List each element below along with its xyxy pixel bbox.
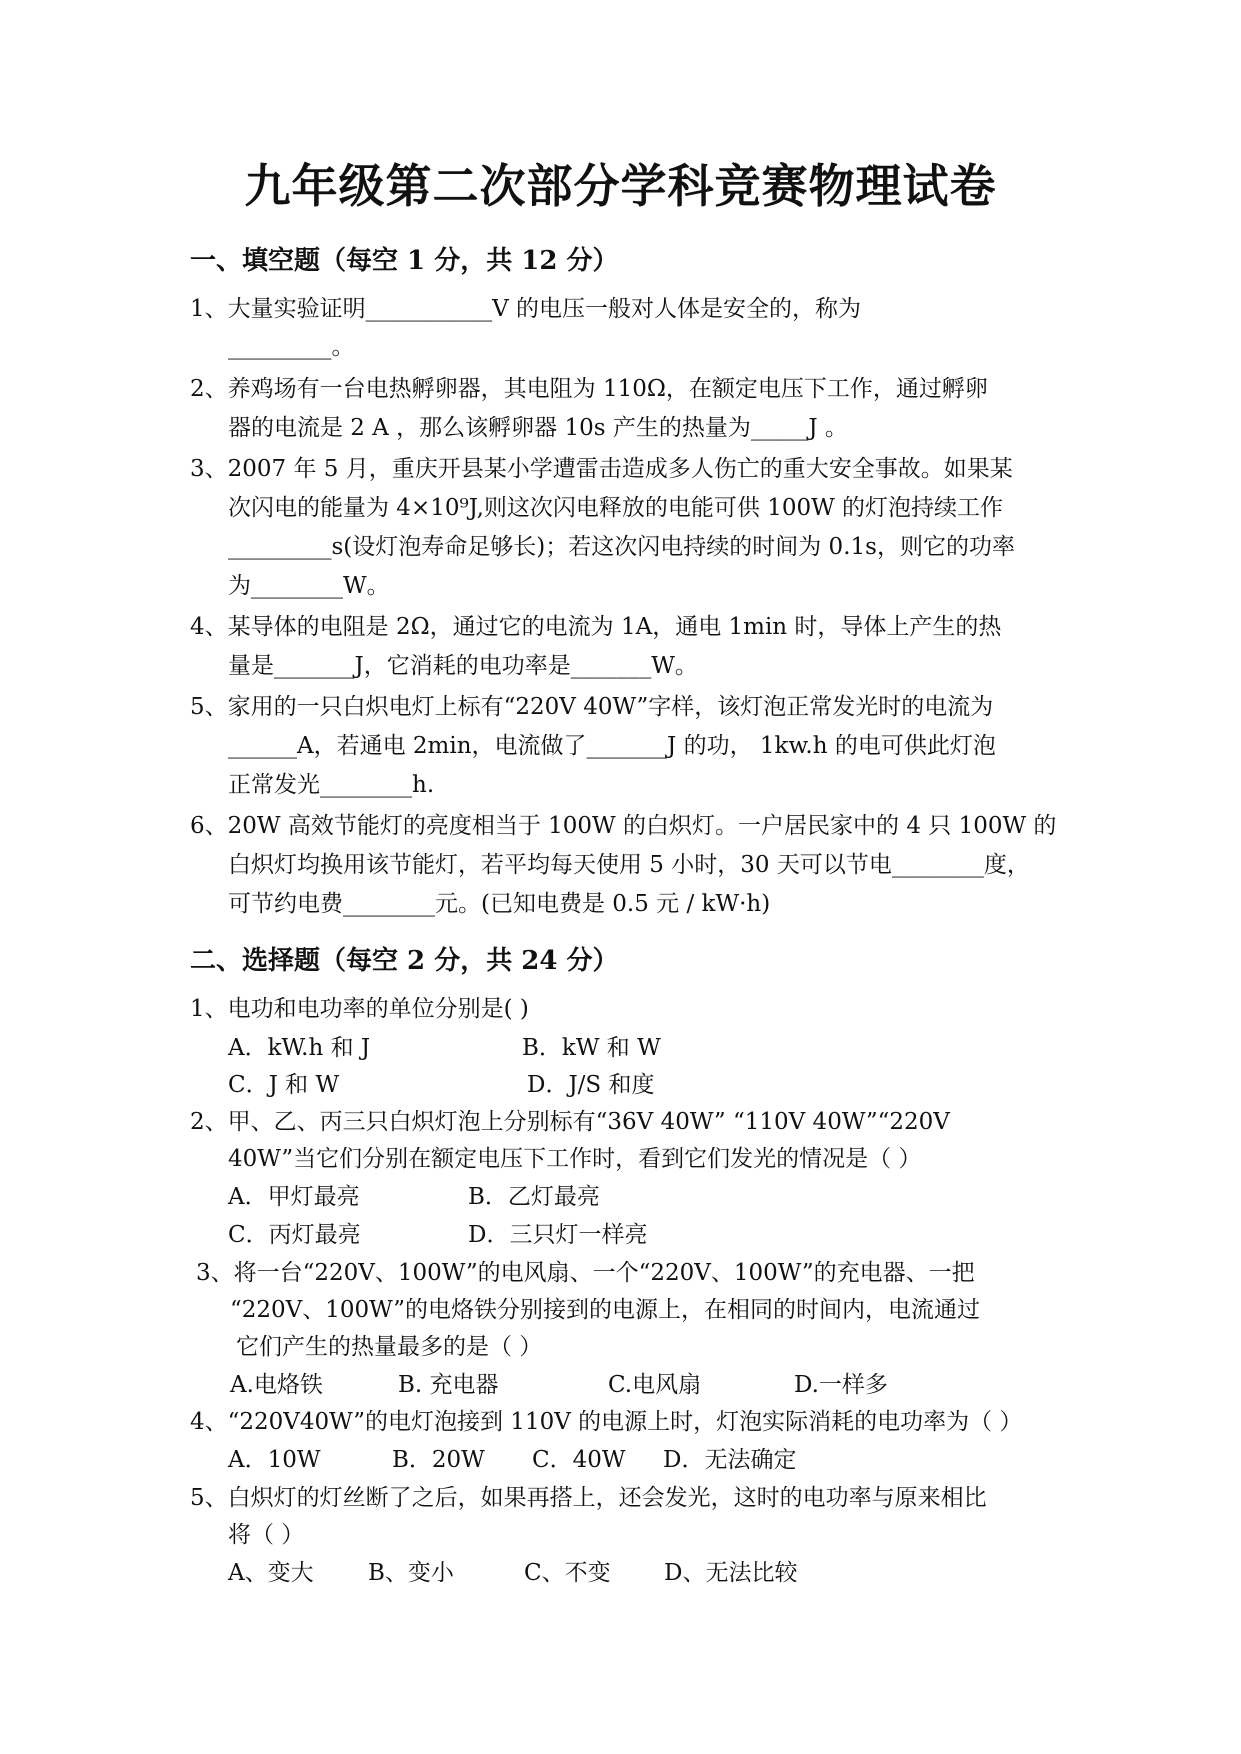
question-line: “220V、100W”的电烙铁分别接到的电源上，在相同的时间内，电流通过 [230,1297,980,1323]
question-line: 5、白炽灯的灯丝断了之后，如果再搭上，还会发光，这时的电功率与原来相比 [190,1485,987,1511]
question-line: 正常发光________h. [228,772,435,798]
question-line: 白炽灯均换用该节能灯，若平均每天使用 5 小时，30 天可以节电________度， [228,852,1030,878]
choice-option: D.一样多 [794,1372,888,1398]
choice-option: C．40W [532,1447,626,1473]
question-line: 器的电流是 2 A ，那么该孵卵器 10s 产生的热量为_____J 。 [228,415,848,441]
choice-option: B．20W [392,1447,485,1473]
choice-option: B．乙灯最亮 [468,1184,600,1210]
question-line: 1、大量实验证明___________V 的电压一般对人体是安全的，称为 [190,296,862,322]
question-line: 2、养鸡场有一台电热孵卵器，其电阻为 110Ω，在额定电压下工作，通过孵卵 [190,376,988,402]
choice-option: C.电风扇 [608,1372,702,1398]
question-line: 它们产生的热量最多的是（ ） [236,1334,543,1360]
question-line: _________。 [228,334,355,360]
choice-option: D．无法确定 [663,1447,797,1473]
choice-option: D．三只灯一样亮 [468,1222,648,1248]
question-line: _________s(设灯泡寿命足够长)；若这次闪电持续的时间为 0.1s，则它的功率 [228,534,1015,560]
choice-option: A.电烙铁 [230,1372,323,1398]
choice-option: A．kW.h 和 J [228,1035,371,1061]
question-line: 将（ ） [228,1522,305,1548]
question-line: 3、将一台“220V、100W”的电风扇、一个“220V、100W”的充电器、一把 [196,1260,975,1286]
choice-option: D．J/S 和度 [527,1072,655,1098]
choice-option: C．丙灯最亮 [228,1222,361,1248]
choice-option: A、变大 [228,1560,314,1586]
choice-option: B．kW 和 W [522,1035,661,1061]
choice-option: A．甲灯最亮 [228,1184,360,1210]
question-line: 5、家用的一只白炽电灯上标有“220V 40W”字样，该灯泡正常发光时的电流为 [190,694,994,720]
question-line: 为________W。 [228,573,390,599]
choice-option: A．10W [228,1447,321,1473]
question-line: 可节约电费________元。(已知电费是 0.5 元 / kW·h) [228,891,771,917]
question-line: 2、甲、乙、丙三只白炽灯泡上分别标有“36V 40W” “110V 40W”“220V [190,1109,950,1135]
choice-option: D、无法比较 [664,1560,798,1586]
question-line: 次闪电的能量为 4×10⁹J,则这次闪电释放的电能可供 100W 的灯泡持续工作 [228,495,1004,521]
question-line: 40W”当它们分别在额定电压下工作时，看到它们发光的情况是（ ） [228,1146,922,1172]
question-line: 4、某导体的电阻是 2Ω，通过它的电流为 1A，通电 1min 时，导体上产生的热 [190,614,1002,640]
question-line: 量是_______J，它消耗的电功率是_______W。 [228,653,698,679]
section-heading-choice: 二、选择题（每空 2 分，共 24 分） [190,946,619,976]
choice-option: B、变小 [368,1560,454,1586]
question-line: 4、“220V40W”的电灯泡接到 110V 的电源上时，灯泡实际消耗的电功率为（ ） [190,1409,1023,1435]
question-line: ______A，若通电 2min，电流做了_______J 的功， 1kw.h 的电可供此灯泡 [228,733,996,759]
question-line: 1、电功和电功率的单位分别是( ) [190,996,529,1022]
page-title: 九年级第二次部分学科竞赛物理试卷 [244,159,997,213]
choice-option: C、不变 [524,1560,611,1586]
question-line: 3、2007 年 5 月，重庆开县某小学遭雷击造成多人伤亡的重大安全事故。如果某 [190,456,1013,482]
choice-option: B. 充电器 [398,1372,499,1398]
choice-option: C．J 和 W [228,1072,340,1098]
question-line: 6、20W 高效节能灯的亮度相当于 100W 的白炽灯。一户居民家中的 4 只 100W 的 [190,813,1057,839]
section-heading-fill-blank: 一、填空题（每空 1 分，共 12 分） [190,246,619,276]
